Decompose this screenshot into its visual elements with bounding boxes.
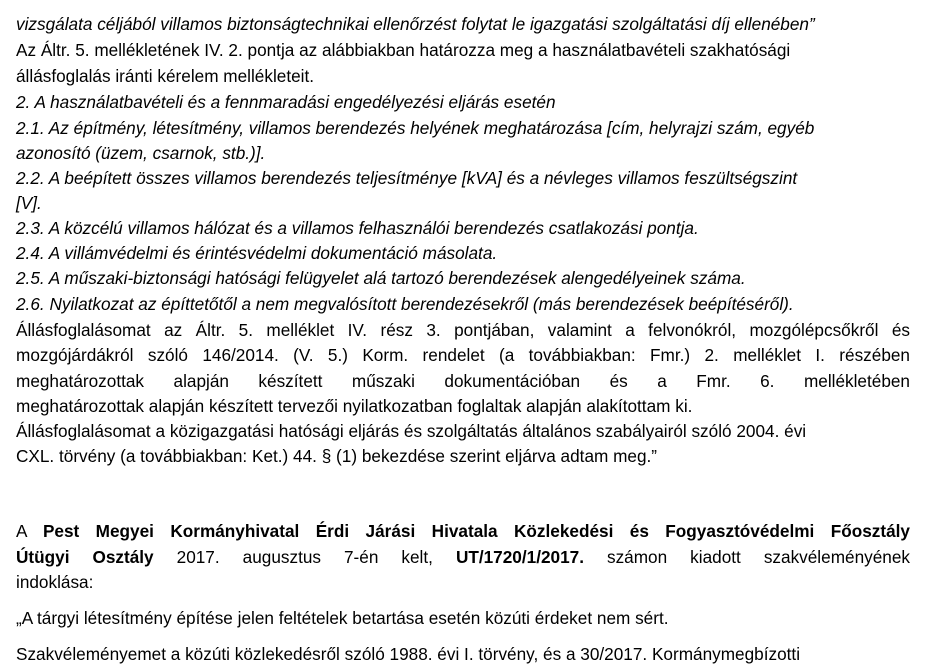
list-item-2-4: 2.4. A villámvédelmi és érintésvédelmi dokumentáció másolata.	[16, 243, 498, 263]
authority-department: Útügyi Osztály	[16, 547, 154, 567]
authority-line-2	[16, 545, 910, 569]
expert-opinion-quote: „A tárgyi létesítmény építése jelen feltételek betartása esetén közúti érdeket nem sért.	[16, 608, 669, 628]
authority-prefix: A	[16, 521, 43, 541]
list-item-2-1-b: azonosító (üzem, csarnok, stb.)].	[16, 143, 266, 163]
list-item-2-2-b: [V].	[16, 193, 42, 213]
authority-line-2-tail: számon kiadott szakvéleményének	[583, 547, 910, 567]
list-item-2-1-a: 2.1. Az építmény, létesítmény, villamos berendezés helyének meghatározása [cím, helyrajzi szám, egyéb	[16, 118, 815, 138]
authority-name: Pest Megyei Kormányhivatal Érdi Járási Hivatala Közlekedési és Fogyasztóvédelmi Főosztály	[42, 521, 910, 541]
paragraph-a-line-2: mozgójárdákról szóló 146/2014. (V. 5.) Korm. rendelet (a továbbiakban: Fmr.) 2. melléklet I. részében	[16, 345, 910, 365]
list-item-2-2-a: 2.2. A beépített összes villamos berendezés teljesítménye [kVA] és a névleges villamos feszültségszint	[16, 168, 798, 188]
cut-off-line: Szakvéleményemet a közúti közlekedésről szóló 1988. évi I. törvény, és a 30/2017. Kormánymegbízotti	[16, 644, 801, 664]
paragraph-a-line-1: Állásfoglalásomat az Áltr. 5. melléklet IV. rész 3. pontjában, valamint a felvonókról, mozgólépcsőkről és	[16, 320, 910, 340]
list-item-2-3: 2.3. A közcélú villamos hálózat és a villamos felhasználói berendezés csatlakozási pontja.	[16, 218, 699, 238]
paragraph-a-line-4: meghatározottak alapján készített tervezői nyilatkozatban foglaltak alapján alakítottam ki.	[16, 396, 693, 416]
authority-line-3: indoklása:	[16, 572, 94, 592]
authority-date-text: 2017. augusztus 7-én kelt,	[153, 547, 456, 567]
annex-text-line-2: állásfoglalás iránti kérelem mellékleteit.	[16, 66, 315, 86]
quote-intro-line: vizsgálata céljából villamos biztonságtechnikai ellenőrzést folytat le igazgatási szolgáltatási díj ellenében”	[16, 14, 815, 34]
paragraph-b-line-1: Állásfoglalásomat a közigazgatási hatósági eljárás és szolgáltatás általános szabályairól szóló 2004. évi	[16, 421, 807, 441]
reference-number: UT/1720/1/2017.	[455, 547, 584, 567]
authority-line-1	[16, 519, 910, 543]
annex-text-line-1: Az Áltr. 5. mellékletének IV. 2. pontja az alábbiakban határozza meg a használatbavételi szakhatósági	[16, 40, 791, 60]
section-heading: 2. A használatbavételi és a fennmaradási engedélyezési eljárás esetén	[16, 92, 556, 112]
list-item-2-6: 2.6. Nyilatkozat az építtetőtől a nem megvalósított berendezésekről (más berendezések beépítéséről).	[16, 294, 794, 314]
paragraph-b-line-2: CXL. törvény (a továbbiakban: Ket.) 44. § (1) bekezdése szerint eljárva adtam meg.”	[16, 446, 658, 466]
paragraph-a-line-3: meghatározottak alapján készített műszaki dokumentációban és a Fmr. 6. mellékletében	[16, 371, 910, 391]
list-item-2-5: 2.5. A műszaki-biztonsági hatósági felügyelet alá tartozó berendezések alengedélyeinek száma.	[16, 268, 746, 288]
